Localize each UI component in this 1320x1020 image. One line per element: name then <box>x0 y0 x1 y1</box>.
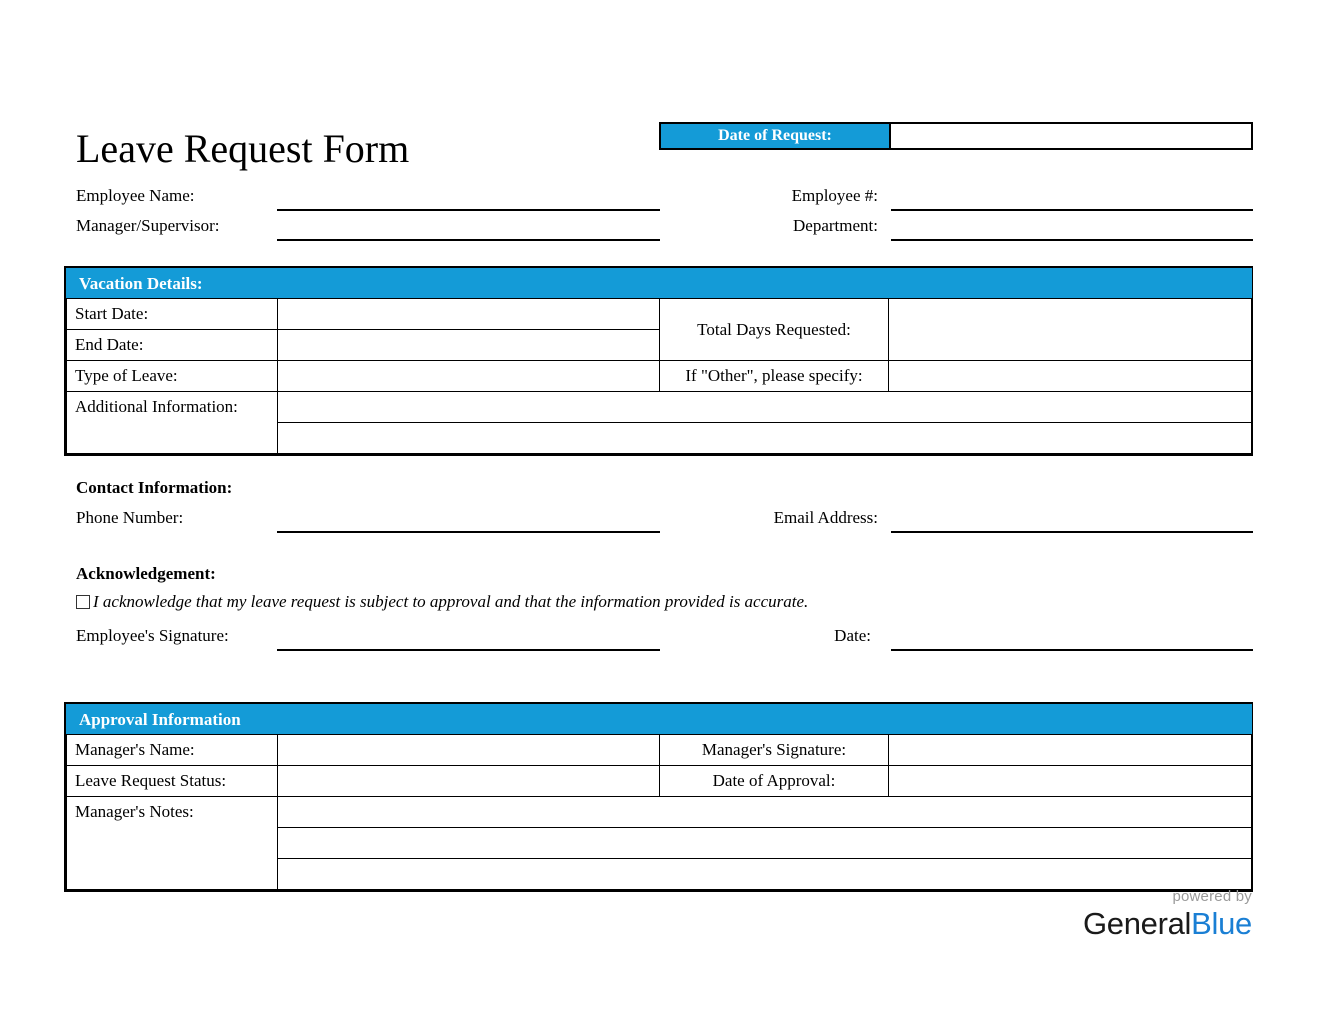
table-row <box>67 735 1252 766</box>
managers-signature-input[interactable] <box>889 735 1252 766</box>
logo-general-text: General <box>1082 906 1192 941</box>
acknowledgement-date-label: Date: <box>834 626 871 645</box>
table-row <box>67 797 1252 828</box>
type-of-leave-input[interactable] <box>278 361 660 392</box>
approval-information-header: Approval Information <box>67 705 1252 735</box>
table-row <box>67 361 1252 392</box>
table-row <box>67 392 1252 423</box>
total-days-requested-input[interactable] <box>889 299 1252 361</box>
employee-number-label: Employee #: <box>791 186 878 205</box>
start-date-input[interactable] <box>278 299 660 330</box>
employee-name-label: Employee Name: <box>76 186 195 205</box>
if-other-specify-label: If "Other", please specify: <box>660 361 889 392</box>
managers-notes-label: Manager's Notes: <box>67 797 278 890</box>
vacation-details-header: Vacation Details: <box>67 269 1252 299</box>
managers-name-label: Manager's Name: <box>67 735 278 766</box>
employee-signature-input[interactable] <box>277 649 660 651</box>
managers-notes-input-line-2[interactable] <box>278 828 1252 859</box>
date-of-request-label: Date of Request: <box>661 124 891 148</box>
logo-blue-text: Blue <box>1191 906 1252 941</box>
acknowledgement-statement: I acknowledge that my leave request is subject to approval and that the information provided is accurate. <box>93 592 809 611</box>
acknowledgement-heading: Acknowledgement: <box>76 564 216 583</box>
additional-information-input-line-1[interactable] <box>278 392 1252 423</box>
contact-information-heading: Contact Information: <box>76 478 233 497</box>
employee-number-input[interactable] <box>891 209 1253 211</box>
manager-supervisor-label: Manager/Supervisor: <box>76 216 220 235</box>
leave-request-status-label: Leave Request Status: <box>67 766 278 797</box>
manager-supervisor-input[interactable] <box>277 239 660 241</box>
generalblue-logo <box>1083 888 1252 942</box>
vacation-details-table <box>64 266 1253 456</box>
powered-by-label: powered by <box>1172 888 1252 905</box>
table-row <box>67 766 1252 797</box>
type-of-leave-label: Type of Leave: <box>67 361 278 392</box>
managers-notes-input-line-3[interactable] <box>278 859 1252 890</box>
email-address-input[interactable] <box>891 531 1253 533</box>
acknowledgement-checkbox[interactable] <box>76 595 90 609</box>
end-date-label: End Date: <box>67 330 278 361</box>
employee-name-input[interactable] <box>277 209 660 211</box>
email-address-label: Email Address: <box>773 508 878 527</box>
department-label: Department: <box>793 216 878 235</box>
phone-number-input[interactable] <box>277 531 660 533</box>
date-of-approval-label: Date of Approval: <box>660 766 889 797</box>
additional-information-label: Additional Information: <box>67 392 278 454</box>
employee-signature-label: Employee's Signature: <box>76 626 229 645</box>
page-title: Leave Request Form <box>76 125 410 171</box>
start-date-label: Start Date: <box>67 299 278 330</box>
generalblue-wordmark <box>1083 906 1252 942</box>
date-of-approval-input[interactable] <box>889 766 1252 797</box>
table-row <box>67 299 1252 330</box>
date-of-request-input[interactable] <box>891 124 1251 148</box>
managers-notes-input-line-1[interactable] <box>278 797 1252 828</box>
acknowledgement-row <box>76 592 808 612</box>
date-of-request-box <box>659 122 1253 150</box>
end-date-input[interactable] <box>278 330 660 361</box>
if-other-specify-input[interactable] <box>889 361 1252 392</box>
leave-request-status-input[interactable] <box>278 766 660 797</box>
department-input[interactable] <box>891 239 1253 241</box>
phone-number-label: Phone Number: <box>76 508 184 527</box>
approval-information-header-row <box>67 705 1252 735</box>
total-days-requested-label: Total Days Requested: <box>660 299 889 361</box>
managers-signature-label: Manager's Signature: <box>660 735 889 766</box>
vacation-details-header-row <box>67 269 1252 299</box>
managers-name-input[interactable] <box>278 735 660 766</box>
acknowledgement-date-input[interactable] <box>891 649 1253 651</box>
approval-information-table <box>64 702 1253 892</box>
additional-information-input-line-2[interactable] <box>278 423 1252 454</box>
